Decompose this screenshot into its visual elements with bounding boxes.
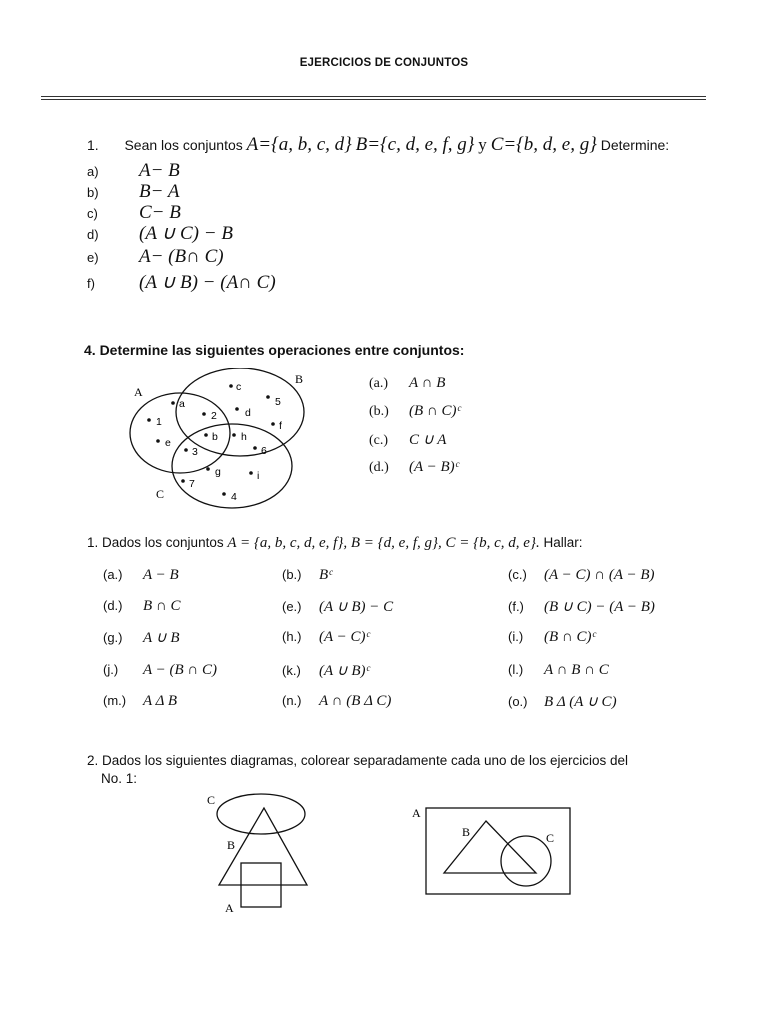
op-expression: (A − B)ᶜ <box>409 459 459 475</box>
op-label: (a.) <box>369 376 389 391</box>
exercise-1-item <box>87 246 224 268</box>
venn-op-row <box>369 430 446 449</box>
cell-expression: A ∩ B ∩ C <box>544 662 609 678</box>
set-b-definition: B = {d, e, f, g}, <box>350 535 442 551</box>
item-expression: A− B <box>139 160 180 181</box>
op-label: (b.) <box>369 404 389 419</box>
exercise-cell <box>103 597 181 615</box>
op-expression: C ∪ A <box>409 432 447 448</box>
exercise-1-item <box>87 160 180 182</box>
cell-expression: (A − C) ∩ (A − B) <box>544 567 655 583</box>
item-expression: (A ∪ B) − (A∩ C) <box>139 272 276 293</box>
exercise-cell <box>508 692 617 711</box>
cell-label: (e.) <box>282 599 302 614</box>
cell-expression: A ∪ B <box>143 630 180 646</box>
cell-label: (f.) <box>508 599 524 614</box>
exercise-cell <box>508 661 609 679</box>
cell-label: (g.) <box>103 630 123 645</box>
page-title: EJERCICIOS DE CONJUNTOS <box>299 57 469 69</box>
divider-bottom <box>41 99 706 100</box>
venn-op-row <box>369 402 460 420</box>
cell-label: (j.) <box>103 662 119 677</box>
cell-expression: B Δ (A ∪ C) <box>544 694 617 710</box>
exercise-cell <box>282 566 332 584</box>
item-label: b) <box>87 185 99 200</box>
venn-label-c: C <box>156 487 165 501</box>
exercise-1-statement <box>87 134 669 156</box>
exercise-1-item <box>87 181 179 203</box>
diagram-rectangle-triangle-circle <box>406 800 578 900</box>
diagram2-label-c: C <box>546 831 555 845</box>
cell-expression: Bᶜ <box>319 567 333 583</box>
venn-label-a: A <box>134 385 143 399</box>
item-expression: C− B <box>139 202 181 223</box>
op-expression: (B ∩ C)ᶜ <box>409 403 461 419</box>
cell-label: (d.) <box>103 598 123 613</box>
venn-element: 5 <box>275 396 281 408</box>
cell-expression: (B ∪ C) − (A − B) <box>544 599 655 615</box>
venn-element: 7 <box>189 478 195 490</box>
exercise-1-trail: Determine: <box>600 137 670 153</box>
diagram2-label-b: B <box>462 825 471 839</box>
diagram-triangle-ellipse-square <box>198 788 318 916</box>
venn-element: b <box>212 431 218 443</box>
cell-expression: A Δ B <box>143 693 178 709</box>
item-label: a) <box>87 164 99 179</box>
item-expression: B− A <box>139 181 180 202</box>
venn-element: c <box>236 381 242 393</box>
venn-element: f <box>279 420 282 432</box>
venn-diagram-three-sets <box>118 368 318 510</box>
venn-element: e <box>165 437 171 449</box>
set-c-definition: C={b, d, e, g} <box>490 134 597 155</box>
op-label: (d.) <box>369 460 389 475</box>
heading-suffix: Hallar: <box>543 535 583 550</box>
cell-label: (b.) <box>282 567 302 582</box>
op-label: (c.) <box>369 433 389 448</box>
item-expression: A− (B∩ C) <box>139 246 224 267</box>
exercise-diagrams-heading-line1: 2. Dados los siguientes diagramas, colorear separadamente cada uno de los ejercicios del <box>87 753 629 768</box>
divider-top <box>41 96 706 97</box>
venn-element: 6 <box>261 445 267 457</box>
exercise-1-item <box>87 271 276 294</box>
exercise-diagrams-heading-line2: No. 1: <box>101 771 138 786</box>
exercise-cell <box>103 628 180 647</box>
cell-label: (h.) <box>282 629 302 644</box>
diagram1-label-c: C <box>207 793 216 807</box>
item-label: d) <box>87 227 99 242</box>
set-c-circle <box>501 836 551 886</box>
exercise-4-heading: 4. Determine las siguientes operaciones entre conjuntos: <box>84 342 465 358</box>
venn-element: 1 <box>156 416 162 428</box>
venn-element: h <box>241 431 247 443</box>
cell-expression: B ∩ C <box>143 598 181 614</box>
cell-label: (i.) <box>508 629 524 644</box>
exercise-cell <box>508 566 655 584</box>
set-a-definition: A = {a, b, c, d, e, f}, <box>227 535 348 551</box>
cell-expression: (A − C)ᶜ <box>319 629 370 645</box>
exercise-1-lead: Sean los conjuntos <box>124 137 243 153</box>
cell-label: (n.) <box>282 693 302 708</box>
cell-label: (m.) <box>103 693 127 708</box>
venn-element: i <box>257 470 260 482</box>
venn-op-row <box>369 458 459 476</box>
exercise-cell <box>103 692 177 710</box>
set-b-definition: B={c, d, e, f, g} <box>355 134 475 155</box>
cell-expression: (B ∩ C)ᶜ <box>544 629 596 645</box>
cell-label: (l.) <box>508 662 524 677</box>
exercise-cell <box>282 597 393 616</box>
heading-prefix: 1. Dados los conjuntos <box>87 535 224 550</box>
exercise-cell <box>282 661 369 680</box>
venn-label-b: B <box>295 372 304 386</box>
cell-label: (k.) <box>282 663 301 678</box>
exercise-cell <box>508 597 655 616</box>
cell-expression: (A ∪ B) − C <box>319 599 394 615</box>
diagram1-label-a: A <box>225 901 234 915</box>
item-label: f) <box>87 276 95 291</box>
cell-expression: A − (B ∩ C) <box>143 662 218 678</box>
set-a-definition: A={a, b, c, d} <box>246 134 352 155</box>
venn-element: g <box>215 466 221 478</box>
exercise-cell <box>282 628 369 646</box>
venn-element: d <box>245 407 251 419</box>
exercise-1-item <box>87 222 233 245</box>
set-b-triangle <box>444 821 536 873</box>
venn-op-row <box>369 374 445 392</box>
venn-element: 4 <box>231 491 237 503</box>
set-c-definition: C = {b, c, d, e}. <box>445 535 540 551</box>
cell-label: (o.) <box>508 694 528 709</box>
item-label: e) <box>87 250 99 265</box>
exercise-1-item <box>87 202 181 224</box>
connector-word: y <box>478 135 487 154</box>
cell-expression: A − B <box>143 567 179 583</box>
diagram1-label-b: B <box>227 838 236 852</box>
exercise-cell <box>103 566 179 584</box>
cell-label: (c.) <box>508 567 527 582</box>
venn-element: 3 <box>192 446 198 458</box>
item-expression: (A ∪ C) − B <box>139 223 233 244</box>
exercise-1-number: 1. <box>87 137 99 153</box>
venn-element: a <box>179 398 185 410</box>
item-label: c) <box>87 206 98 221</box>
diagram2-label-a: A <box>412 806 421 820</box>
cell-expression: A ∩ (B Δ C) <box>319 693 392 709</box>
cell-label: (a.) <box>103 567 123 582</box>
cell-expression: (A ∪ B)ᶜ <box>319 663 370 679</box>
exercise-cell <box>282 692 391 710</box>
op-expression: A ∩ B <box>409 375 446 391</box>
venn-element: 2 <box>211 410 217 422</box>
exercise-cell <box>508 628 595 646</box>
exercise-sets-heading <box>87 535 582 552</box>
exercise-cell <box>103 661 217 679</box>
